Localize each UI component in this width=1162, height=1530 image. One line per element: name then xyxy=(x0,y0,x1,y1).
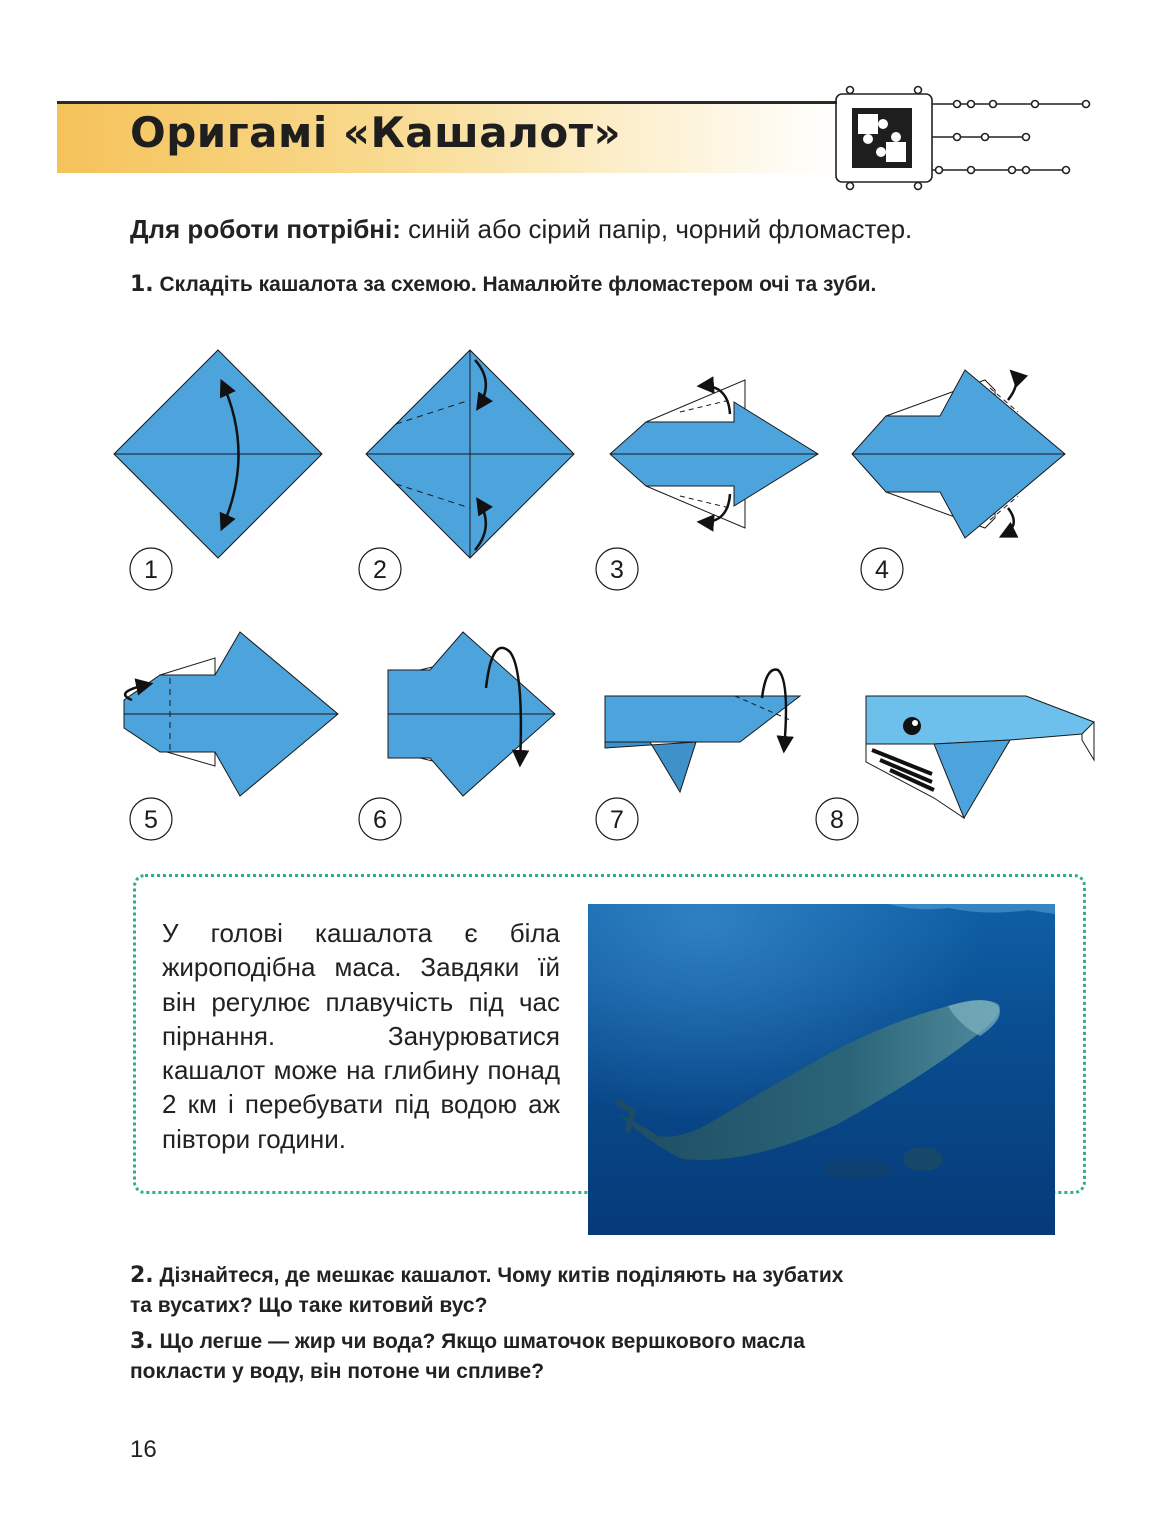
task-1-text: Складіть кашалота за схемою. Намалюйте фломастером очі та зуби. xyxy=(153,273,877,296)
step-number-3: 3 xyxy=(610,556,624,584)
task-1-number: 1. xyxy=(130,272,154,297)
task-3 xyxy=(130,1327,850,1387)
fact-text: У голові кашалота є біла жироподібна маса. Завдяки їй він регулює плавучість під час пірнання. Занурюватися кашалот може на глибину понад 2 км і перебувати під водою аж півтори години. xyxy=(162,918,560,1154)
fold-step-6 xyxy=(388,632,555,796)
step-number-7: 7 xyxy=(610,806,624,834)
step-number-5: 5 xyxy=(144,806,158,834)
fold-step-1 xyxy=(114,350,322,558)
fold-step-3 xyxy=(610,380,818,528)
page-number: 16 xyxy=(130,1436,157,1463)
fold-step-4 xyxy=(852,370,1065,538)
step-number-6: 6 xyxy=(373,806,387,834)
materials-text: синій або сірий папір, чорний фломастер. xyxy=(400,214,913,244)
task-2-text: Дізнайтеся, де мешкає кашалот. Чому китів поділяють на зубатих та вусатих? Що таке китовий вус? xyxy=(130,1264,844,1317)
task-2-number: 2. xyxy=(130,1263,154,1288)
task-3-number: 3. xyxy=(130,1329,154,1354)
materials-label: Для роботи потрібні: xyxy=(130,214,401,244)
origami-diagram xyxy=(0,330,1162,850)
step-number-4: 4 xyxy=(875,556,889,584)
step-number-1: 1 xyxy=(144,556,158,584)
step-number-8: 8 xyxy=(830,806,844,834)
fold-step-5 xyxy=(124,632,338,796)
fold-step-7 xyxy=(605,670,800,792)
task-2 xyxy=(130,1261,850,1321)
sperm-whale-photo xyxy=(588,904,1055,1235)
puzzle-icon xyxy=(830,82,1100,194)
step-number-2: 2 xyxy=(373,556,387,584)
page-title: Оригамі «Кашалот» xyxy=(130,108,622,157)
fold-step-2 xyxy=(366,350,574,558)
fold-step-8 xyxy=(866,696,1094,818)
materials-line xyxy=(130,214,912,245)
task-1 xyxy=(130,270,876,300)
task-3-text: Що легше — жир чи вода? Якщо шматочок вершкового масла покласти у воду, він потоне чи спливе? xyxy=(130,1330,805,1383)
